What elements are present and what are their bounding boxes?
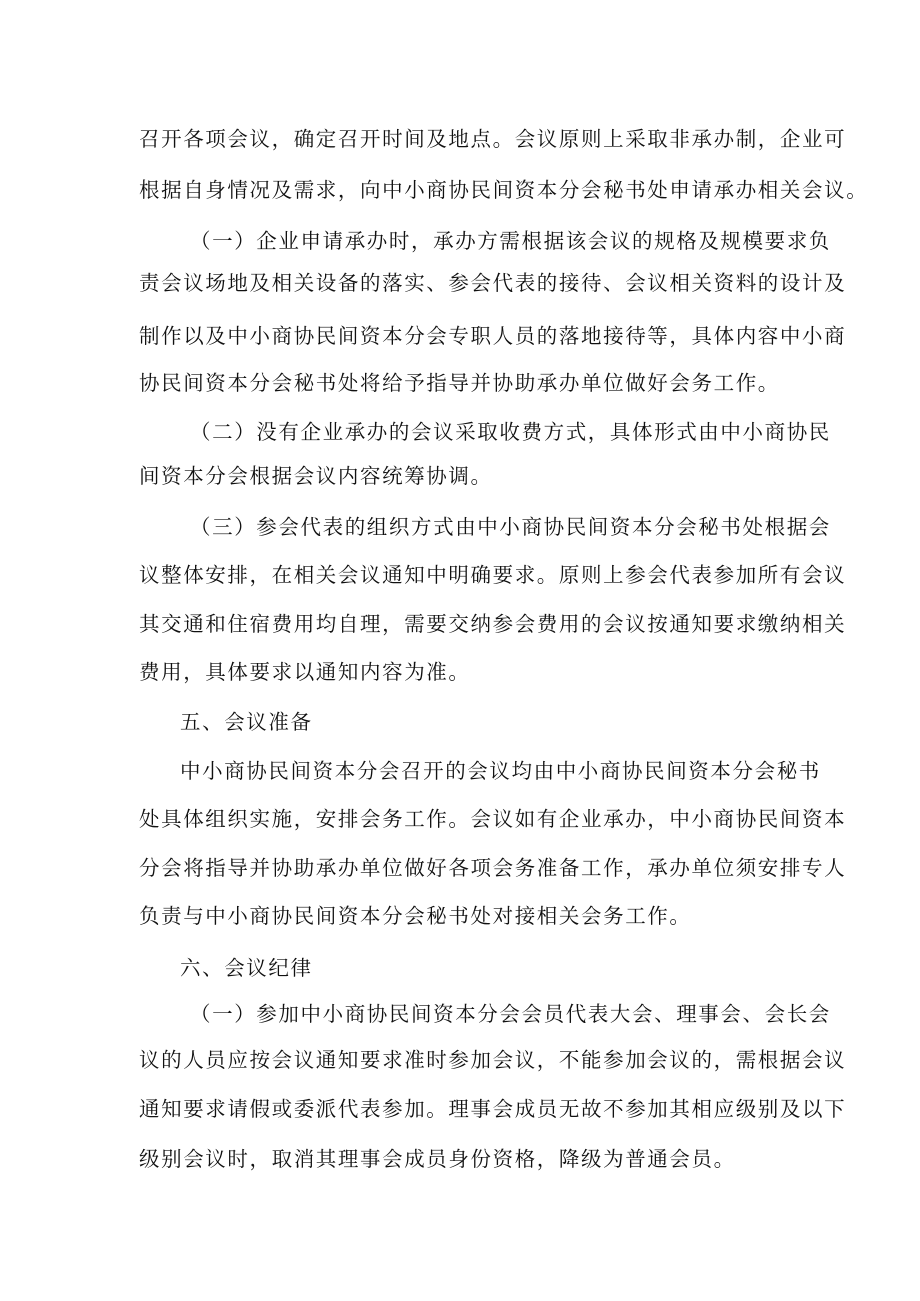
body-text-line: （三）参会代表的组织方式由中小商协民间资本分会秘书处根据会 bbox=[190, 515, 831, 539]
body-text-line: 其交通和住宿费用均自理，需要交纳参会费用的会议按通知要求缴纳相关 bbox=[139, 612, 847, 636]
body-text-line: 负责与中小商协民间资本分会秘书处对接相关会务工作。 bbox=[139, 904, 692, 928]
body-text-line: 级别会议时，取消其理事会成员身份资格，降级为普通会员。 bbox=[139, 1147, 736, 1171]
section-heading: 五、会议准备 bbox=[180, 710, 313, 734]
body-text-line: 召开各项会议，确定召开时间及地点。会议原则上采取非承办制，企业可 bbox=[139, 127, 847, 151]
body-text-line: 通知要求请假或委派代表参加。理事会成员无故不参加其相应级别及以下 bbox=[139, 1097, 847, 1121]
body-text-line: 费用，具体要求以通知内容为准。 bbox=[139, 660, 471, 684]
body-text-line: 间资本分会根据会议内容统筹协调。 bbox=[139, 464, 493, 488]
body-text-line: 责会议场地及相关设备的落实、参会代表的接待、会议相关资料的设计及 bbox=[139, 271, 847, 295]
section-heading: 六、会议纪律 bbox=[180, 956, 313, 980]
body-text-line: （一）企业申请承办时，承办方需根据该会议的规格及规模要求负 bbox=[190, 229, 831, 253]
body-text-line: （二）没有企业承办的会议采取收费方式，具体形式由中小商协民 bbox=[190, 420, 831, 444]
body-text-line: 中小商协民间资本分会召开的会议均由中小商协民间资本分会秘书 bbox=[180, 759, 821, 783]
body-text-line: 根据自身情况及需求，向中小商协民间资本分会秘书处申请承办相关会议。 bbox=[139, 178, 869, 202]
body-text-line: 分会将指导并协助承办单位做好各项会务准备工作，承办单位须安排专人 bbox=[139, 856, 847, 880]
body-text-line: 协民间资本分会秘书处将给予指导并协助承办单位做好会务工作。 bbox=[139, 371, 780, 395]
body-text-line: （一）参加中小商协民间资本分会会员代表大会、理事会、会长会 bbox=[190, 1002, 831, 1026]
body-text-line: 议整体安排，在相关会议通知中明确要求。原则上参会代表参加所有会议 bbox=[139, 563, 847, 587]
body-text-line: 议的人员应按会议通知要求准时参加会议，不能参加会议的，需根据会议 bbox=[139, 1048, 847, 1072]
body-text-line: 处具体组织实施，安排会务工作。会议如有企业承办，中小商协民间资本 bbox=[139, 807, 847, 831]
body-text-line: 制作以及中小商协民间资本分会专职人员的落地接待等，具体内容中小商 bbox=[139, 324, 847, 348]
